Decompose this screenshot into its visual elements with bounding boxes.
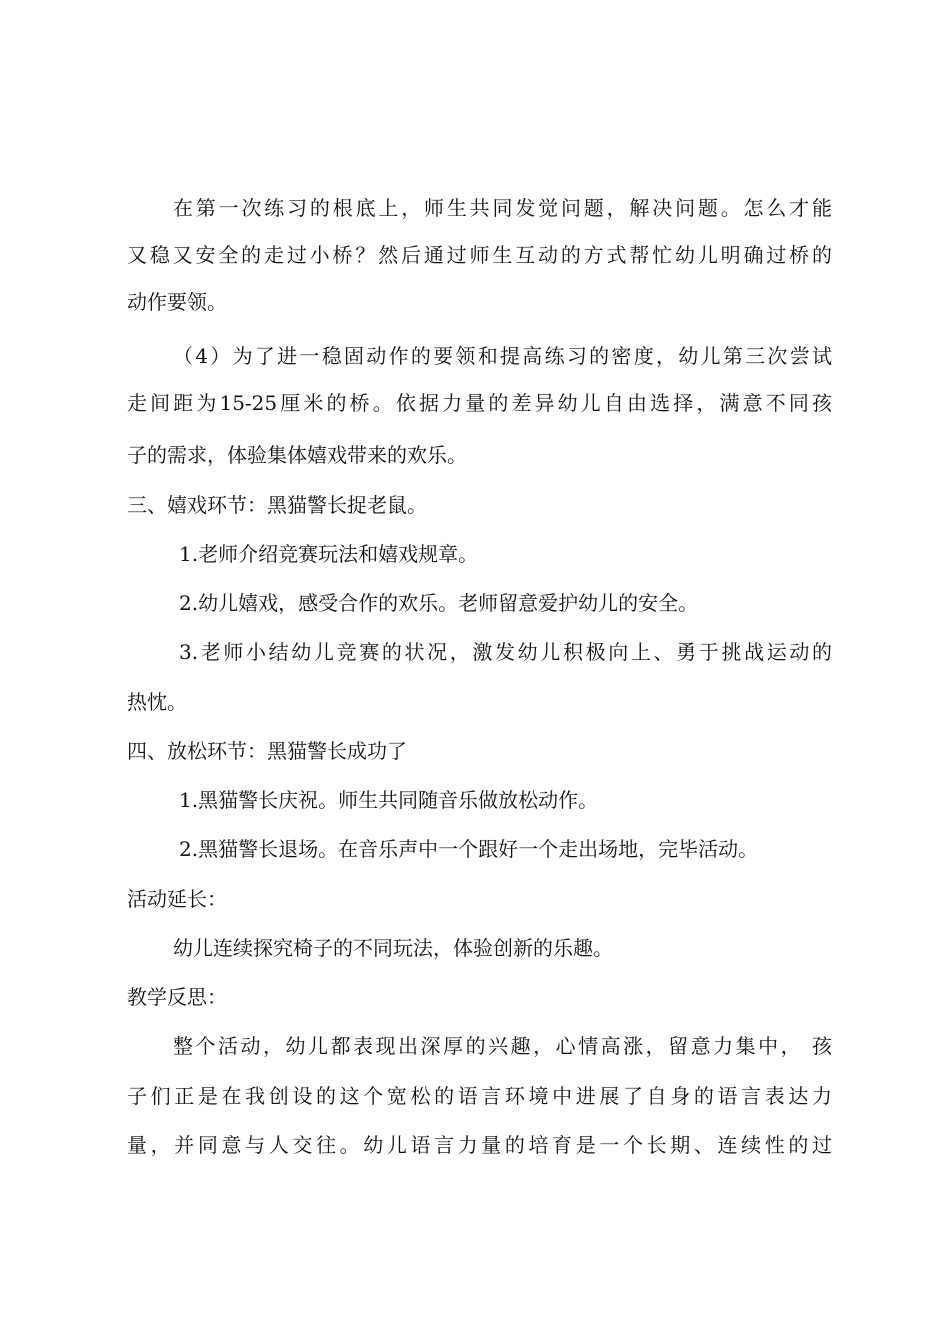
paragraph-line: 动作要领。	[127, 290, 227, 314]
paragraph-line: 量，并同意与人交往。幼儿语言力量的培育是一个长期、连续性的过	[127, 1133, 832, 1157]
section-heading: 三、嬉戏环节：黑猫警长捉老鼠。	[127, 493, 427, 517]
section-heading: 四、放松环节：黑猫警长成功了	[127, 739, 407, 763]
section-heading: 活动延长：	[127, 887, 227, 911]
paragraph-line: 走间距为15-25厘米的桥。依据力量的差异幼儿自由选择，满意不同孩	[127, 391, 832, 415]
list-item: 1.老师介绍竞赛玩法和嬉戏规章。	[179, 542, 479, 566]
paragraph-line: （4）为了进一稳固动作的要领和提高练习的密度，幼儿第三次尝试	[173, 344, 832, 368]
list-item: 2.幼儿嬉戏，感受合作的欢乐。老师留意爱护幼儿的安全。	[179, 591, 699, 615]
paragraph-line: 在第一次练习的根底上，师生共同发觉问题，解决问题。怎么才能	[173, 196, 832, 220]
paragraph-line: 幼儿连续探究椅子的不同玩法，体验创新的乐趣。	[173, 936, 613, 960]
section-heading: 教学反思：	[127, 985, 227, 1009]
paragraph-line: 热忱。	[127, 690, 187, 714]
list-item: 2.黑猫警长退场。在音乐声中一个跟好一个走出场地，完毕活动。	[179, 837, 759, 861]
list-item: 1.黑猫警长庆祝。师生共同随音乐做放松动作。	[179, 788, 599, 812]
paragraph-line: 又稳又安全的走过小桥？然后通过师生互动的方式帮忙幼儿明确过桥的	[127, 243, 832, 267]
paragraph-line: 子们正是在我创设的这个宽松的语言环境中进展了自身的语言表达力	[127, 1084, 832, 1108]
paragraph-line: 子的需求，体验集体嬉戏带来的欢乐。	[127, 443, 467, 467]
list-item: 3.老师小结幼儿竞赛的状况，激发幼儿积极向上、勇于挑战运动的	[179, 640, 832, 664]
paragraph-line: 整个活动，幼儿都表现出深厚的兴趣，心情高涨，留意力集中， 孩	[173, 1034, 832, 1058]
